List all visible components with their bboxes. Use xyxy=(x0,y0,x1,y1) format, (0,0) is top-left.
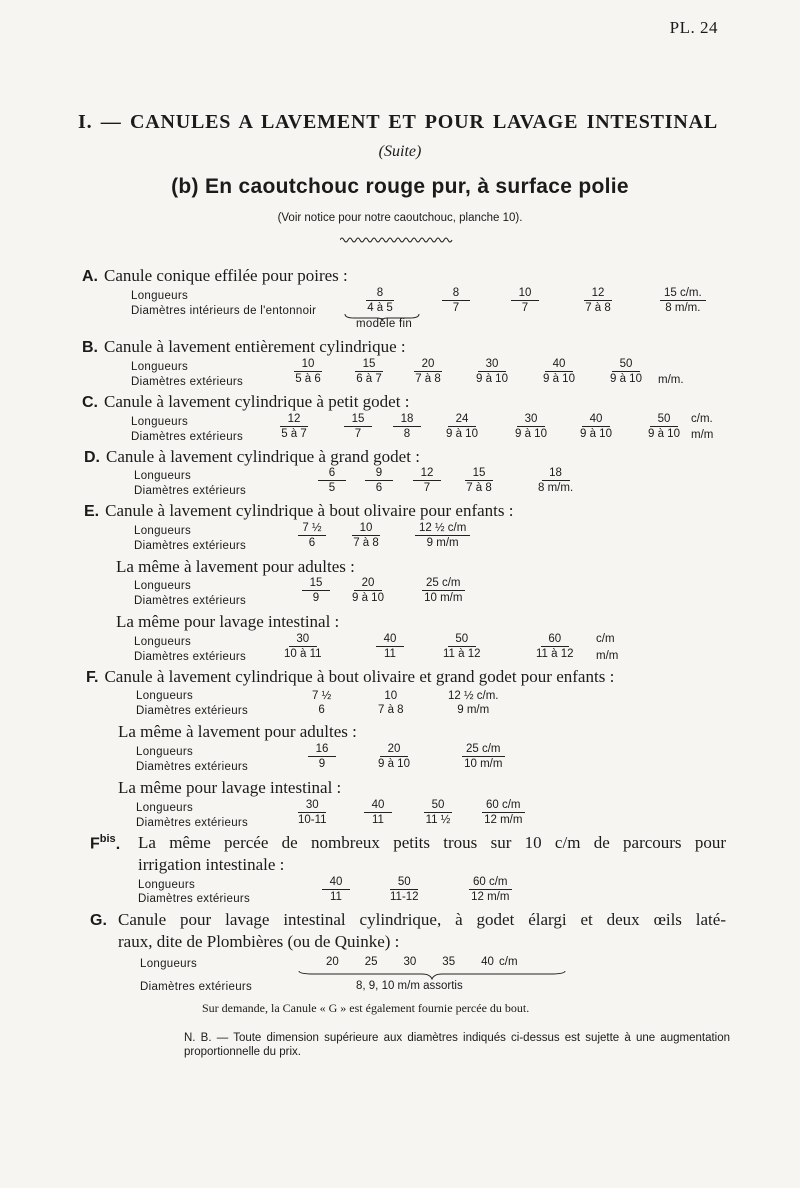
section-c-letter: C. xyxy=(82,394,98,411)
section-c-frac-4: $\frac{24}{9 à 10}$ xyxy=(446,413,478,440)
section-g-diam-values: 8, 9, 10 m/m assortis xyxy=(356,980,463,992)
section-e-frac-3: $\frac{\text{12 ½ c/m}}{9 m/m}$ xyxy=(415,522,470,549)
section-e-adultes-label-longueurs: Longueurs xyxy=(134,580,192,592)
section-b-frac-2: $\frac{15}{6 à 7}$ xyxy=(356,358,382,385)
section-b-frac-4: $\frac{30}{9 à 10}$ xyxy=(476,358,508,385)
section-c-frac-1: $\frac{12}{5 à 7}$ xyxy=(281,413,307,440)
section-f-value-2: 10 7 à 8 xyxy=(378,690,404,716)
section-e-title: Canule à lavement cylindrique à bout olivaire pour enfants : xyxy=(105,501,514,520)
page-title: I. — CANULES A LAVEMENT ET POUR LAVAGE INTESTINAL xyxy=(78,111,718,133)
section-e-intestinal-label-diametres: Diamètres extérieurs xyxy=(134,651,247,663)
section-f-adultes-frac-1: $\frac{16}{9}$ xyxy=(308,743,336,770)
section-a-title: Canule conique effilée pour poires : xyxy=(104,266,348,285)
section-c-frac-2: $\frac{15}{7}$ xyxy=(344,413,372,440)
section-a-letter: A. xyxy=(82,268,98,285)
section-fbis-frac-2: $\frac{50}{11-12}$ xyxy=(390,876,419,903)
section-b-label-longueurs: Longueurs xyxy=(131,361,189,373)
section-f-adultes-label-diametres: Diamètres extérieurs xyxy=(136,761,249,773)
section-e-adultes-label-diametres: Diamètres extérieurs xyxy=(134,595,247,607)
section-fbis-frac-3: $\frac{60 c/m}{12 m/m}$ xyxy=(469,876,512,903)
section-fbis-frac-1: $\frac{40}{11}$ xyxy=(322,876,350,903)
section-a-frac-2: $\frac{8}{7}$ xyxy=(442,287,470,314)
section-e-frac-1: $\frac{\text{7 ½}}{6}$ xyxy=(298,522,326,549)
section-g-demande: Sur demande, la Canule « G » est également fournie percée du bout. xyxy=(202,1001,530,1015)
section-b-heading xyxy=(82,337,406,357)
section-a-label-longueurs: Longueurs xyxy=(131,290,189,302)
section-e-intestinal-title: La même pour lavage intestinal : xyxy=(116,612,340,631)
section-e-frac-2: $\frac{10}{7 à 8}$ xyxy=(353,522,379,549)
section-c-label-diametres: Diamètres extérieurs xyxy=(131,431,244,443)
section-fbis-dot: . xyxy=(115,835,121,853)
section-f-heading xyxy=(86,667,614,687)
section-c-heading xyxy=(82,392,409,412)
section-f-value-1: 7 ½ 6 xyxy=(312,690,332,716)
section-c-title: Canule à lavement cylindrique à petit godet : xyxy=(104,392,410,411)
section-a-frac-4: $\frac{12}{7 à 8}$ xyxy=(585,287,611,314)
section-a-modele-fin: modèle fin xyxy=(356,318,413,330)
section-a-frac-1: $\frac{8}{4 à 5}$ xyxy=(367,287,393,314)
section-f-adultes-frac-2: $\frac{20}{9 à 10}$ xyxy=(378,743,410,770)
section-e-intestinal-label-longueurs: Longueurs xyxy=(134,636,192,648)
section-a-heading xyxy=(82,266,348,286)
section-a-frac-5: $\frac{15 c/m.}{8 m/m.}$ xyxy=(660,287,706,314)
section-e-intestinal-frac-4: $\frac{60}{11 à 12}$ xyxy=(536,633,574,660)
section-f-title: Canule à lavement cylindrique à bout olivaire et grand godet pour enfants : xyxy=(104,667,615,686)
section-f-intestinal-label-diametres: Diamètres extérieurs xyxy=(136,817,249,829)
section-d-frac-5: $\frac{18}{8 m/m.}$ xyxy=(538,467,574,494)
section-c-frac-3: $\frac{18}{8}$ xyxy=(393,413,421,440)
section-b-letter: B. xyxy=(82,339,98,356)
decorative-wave-divider xyxy=(340,236,454,244)
section-f-adultes-frac-3: $\frac{25 c/m}{10 m/m}$ xyxy=(462,743,505,770)
section-d-label-longueurs: Longueurs xyxy=(134,470,192,482)
section-f-adultes-label-longueurs: Longueurs xyxy=(136,746,194,758)
section-d-frac-3: $\frac{12}{7}$ xyxy=(413,467,441,494)
section-c-unit-top: c/m. xyxy=(691,413,713,425)
section-f-intestinal-frac-1: $\frac{30}{10-11}$ xyxy=(298,799,327,826)
section-f-label-diametres: Diamètres extérieurs xyxy=(136,705,249,717)
section-b-frac-5: $\frac{40}{9 à 10}$ xyxy=(543,358,575,385)
section-e-label-diametres: Diamètres extérieurs xyxy=(134,540,247,552)
section-g-letter: G. xyxy=(90,912,107,929)
section-e-adultes-frac-2: $\frac{20}{9 à 10}$ xyxy=(352,577,384,604)
section-fbis-line-2: irrigation intestinale : xyxy=(138,855,285,874)
section-c-label-longueurs: Longueurs xyxy=(131,416,189,428)
section-d-letter: D. xyxy=(84,449,100,466)
section-e-intestinal-frac-2: $\frac{40}{11}$ xyxy=(376,633,404,660)
section-g-heading xyxy=(90,910,113,930)
section-b-frac-6: $\frac{50}{9 à 10}$ xyxy=(610,358,642,385)
section-c-frac-7: $\frac{50}{9 à 10}$ xyxy=(648,413,680,440)
section-b-frac-3: $\frac{20}{7 à 8}$ xyxy=(415,358,441,385)
section-fbis-sup: bis xyxy=(99,833,116,845)
title-suite: (Suite) xyxy=(378,143,422,160)
section-f-value-3: 12 ½ c/m. 9 m/m xyxy=(448,690,499,716)
plate-number: PL. 24 xyxy=(669,18,718,37)
section-d-label-diametres: Diamètres extérieurs xyxy=(134,485,247,497)
section-fbis-heading xyxy=(90,833,126,854)
section-f-intestinal-title: La même pour lavage intestinal : xyxy=(118,778,342,797)
section-g-line-1: Canule pour lavage intestinal cylindrique, à godet élargi et deux œils laté- xyxy=(118,910,726,929)
notice-reference: (Voir notice pour notre caoutchouc, planche 10). xyxy=(277,212,523,224)
section-d-frac-4: $\frac{15}{7 à 8}$ xyxy=(466,467,492,494)
section-fbis-letter: F xyxy=(90,835,100,853)
section-e-letter: E. xyxy=(84,503,100,520)
section-f-intestinal-frac-4: $\frac{60 c/m}{12 m/m}$ xyxy=(482,799,525,826)
section-d-frac-1: $\frac{6}{5}$ xyxy=(318,467,346,494)
section-a-label-diametres: Diamètres intérieurs de l'entonnoir xyxy=(131,305,317,317)
section-c-frac-5: $\frac{30}{9 à 10}$ xyxy=(515,413,547,440)
section-g-longueurs-values: 20 25 30 35 40 c/m xyxy=(326,956,518,968)
section-f-intestinal-frac-2: $\frac{40}{11}$ xyxy=(364,799,392,826)
section-f-adultes-title: La même à lavement pour adultes : xyxy=(118,722,357,741)
section-e-intestinal-frac-1: $\frac{30}{10 à 11}$ xyxy=(284,633,322,660)
section-f-label-longueurs: Longueurs xyxy=(136,690,194,702)
section-subtitle: (b) En caoutchouc rouge pur, à surface polie xyxy=(171,175,629,198)
section-b-title: Canule à lavement entièrement cylindrique : xyxy=(104,337,406,356)
section-e-adultes-frac-1: $\frac{15}{9}$ xyxy=(302,577,330,604)
section-e-adultes-frac-3: $\frac{25 c/m}{10 m/m}$ xyxy=(422,577,465,604)
section-e-label-longueurs: Longueurs xyxy=(134,525,192,537)
section-d-frac-2: $\frac{9}{6}$ xyxy=(365,467,393,494)
section-fbis-label-longueurs: Longueurs xyxy=(138,879,196,891)
nb-note: N. B. — Toute dimension supérieure aux diamètres indiqués ci-dessus est sujette à une augmentation proportionnelle du prix. xyxy=(184,1032,730,1058)
section-g-label-diametres: Diamètres extérieurs xyxy=(140,981,253,993)
section-g-label-longueurs: Longueurs xyxy=(140,958,198,970)
section-e-intestinal-unit-top: c/m xyxy=(596,633,615,645)
section-e-heading xyxy=(84,501,513,521)
section-g-brace xyxy=(298,970,566,980)
section-b-label-diametres: Diamètres extérieurs xyxy=(131,376,244,388)
section-f-intestinal-label-longueurs: Longueurs xyxy=(136,802,194,814)
section-g-line-2: raux, dite de Plombières (ou de Quinke) : xyxy=(118,932,400,951)
section-fbis-line-1: La même percée de nombreux petits trous sur 10 c/m de parcours pour xyxy=(138,833,726,852)
section-d-heading xyxy=(84,447,420,467)
section-e-intestinal-frac-3: $\frac{50}{11 à 12}$ xyxy=(443,633,481,660)
section-c-frac-6: $\frac{40}{9 à 10}$ xyxy=(580,413,612,440)
section-b-frac-1: $\frac{10}{5 à 6}$ xyxy=(295,358,321,385)
section-fbis-label-diametres: Diamètres extérieurs xyxy=(138,893,251,905)
section-f-letter: F. xyxy=(86,669,99,686)
section-b-unit: m/m. xyxy=(658,374,684,386)
section-c-unit-bottom: m/m xyxy=(691,429,714,441)
section-e-intestinal-unit-bottom: m/m xyxy=(596,650,619,662)
section-d-title: Canule à lavement cylindrique à grand godet : xyxy=(106,447,420,466)
section-e-adultes-title: La même à lavement pour adultes : xyxy=(116,557,355,576)
section-f-intestinal-frac-3: $\frac{50}{\text{11 ½}}$ xyxy=(425,799,451,826)
section-a-frac-3: $\frac{10}{7}$ xyxy=(511,287,539,314)
